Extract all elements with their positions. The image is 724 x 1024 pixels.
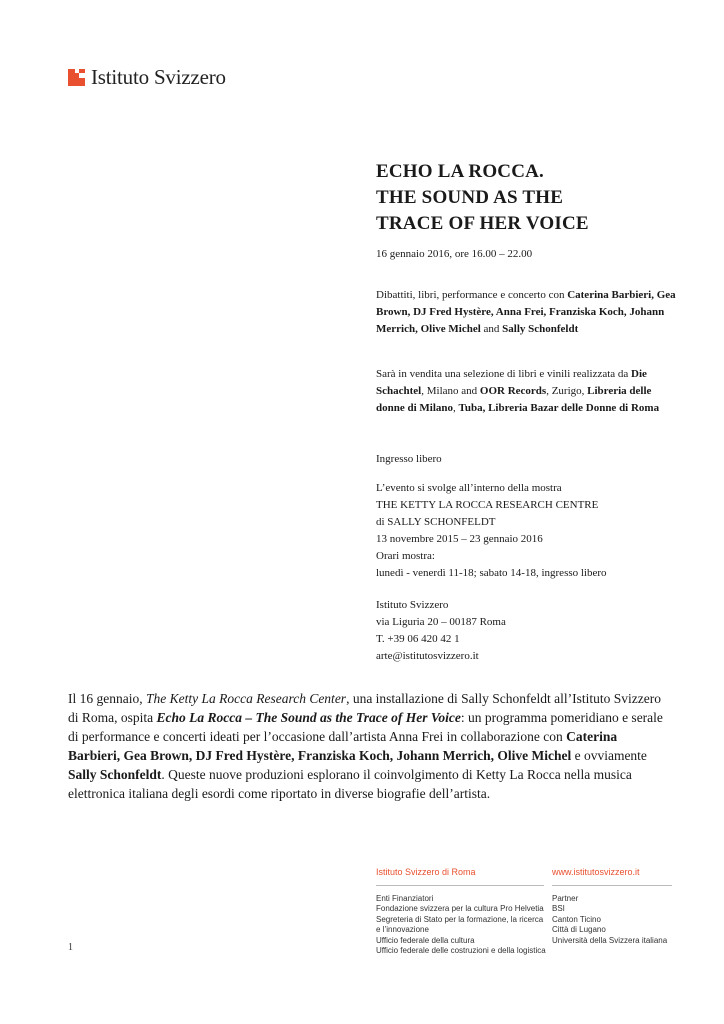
footer-left: Istituto Svizzero di Roma Enti Finanziatori Fondazione svizzera per la cultura Pro Helvetia Segreteria di Stato per la formazione, la ricerca e l’innovazione Ufficio federale della cultura Ufficio federale delle costruzioni e della logistica bbox=[376, 867, 546, 955]
footer-right: www.istitutosvizzero.it Partner BSI Canton Ticino Città di Lugano Università della Svizzera italiana bbox=[552, 867, 682, 946]
footer-divider bbox=[376, 885, 544, 886]
website-link[interactable]: www.istitutosvizzero.it bbox=[552, 867, 640, 877]
event-title bbox=[376, 159, 676, 237]
participants-name-last: Sally Schonfeldt bbox=[502, 323, 579, 335]
email-link[interactable]: arte@istitutosvizzero.it bbox=[376, 650, 479, 662]
participants-text: Dibattiti, libri, performance e concerto con Caterina Barbieri, Gea Brown, DJ Fred Hystère, Anna Frei, Franziska Koch, Johann Merrich, Olive Michel and Sally Schonfeldt bbox=[376, 289, 676, 335]
exhibition-info: L’evento si svolge all’interno della mostra THE KETTY LA ROCCA RESEARCH CENTRE di SALLY SCHONFELDT 13 novembre 2015 – 23 gennaio 2016 Orari mostra: lunedì - venerdì 11-18; sabato 14-18, ingresso libero bbox=[376, 482, 607, 579]
address-block: Istituto Svizzero via Liguria 20 – 00187 Roma T. +39 06 420 42 1 arte@istitutosvizzero.it bbox=[376, 597, 676, 665]
logo bbox=[68, 65, 226, 90]
page-number: 1 bbox=[68, 942, 73, 953]
entry-info: Ingresso libero bbox=[376, 453, 442, 465]
logo-mark-icon bbox=[68, 69, 85, 86]
event-title-line: THE SOUND AS THE bbox=[376, 187, 564, 208]
footer-left-header: Istituto Svizzero di Roma bbox=[376, 867, 476, 877]
event-title-line: ECHO LA ROCCA. bbox=[376, 161, 545, 182]
body-paragraph: Il 16 gennaio, The Ketty La Rocca Research Center, una installazione di Sally Schonfeldt all’Istituto Svizzero di Roma, ospita Echo La Rocca – The Sound as the Trace of Her Voice: un programma pomeridiano e serale di performance e concerti ideati per l’occasione dall’artista Anna Frei in collaborazione con Caterina Barbieri, Gea Brown, DJ Fred Hystère, Franziska Koch, Johann Merrich, Olive Michel e ovviamente Sally Schonfeldt. Queste nuove produzioni esplorano il coinvolgimento di Ketty La Rocca nella musica elettronica italiana degli esordi come riportato in diverse biografie dell’artista. bbox=[68, 691, 663, 801]
participants-names: Caterina Barbieri, Gea Brown, DJ Fred Hystère, Anna Frei, Franziska Koch, Johann Merrich, Olive Michel bbox=[376, 289, 676, 335]
logo-text: Istituto Svizzero bbox=[91, 65, 226, 89]
event-title-line: TRACE OF HER VOICE bbox=[376, 213, 589, 234]
footer-divider bbox=[552, 885, 672, 886]
event-date: 16 gennaio 2016, ore 16.00 – 22.00 bbox=[376, 248, 533, 260]
sale-text: Sarà in vendita una selezione di libri e vinili realizzata da Die Schachtel, Milano and OOR Records, Zurigo, Libreria delle donne di Milano, Tuba, Libreria Bazar delle Donne di Roma bbox=[376, 368, 660, 414]
